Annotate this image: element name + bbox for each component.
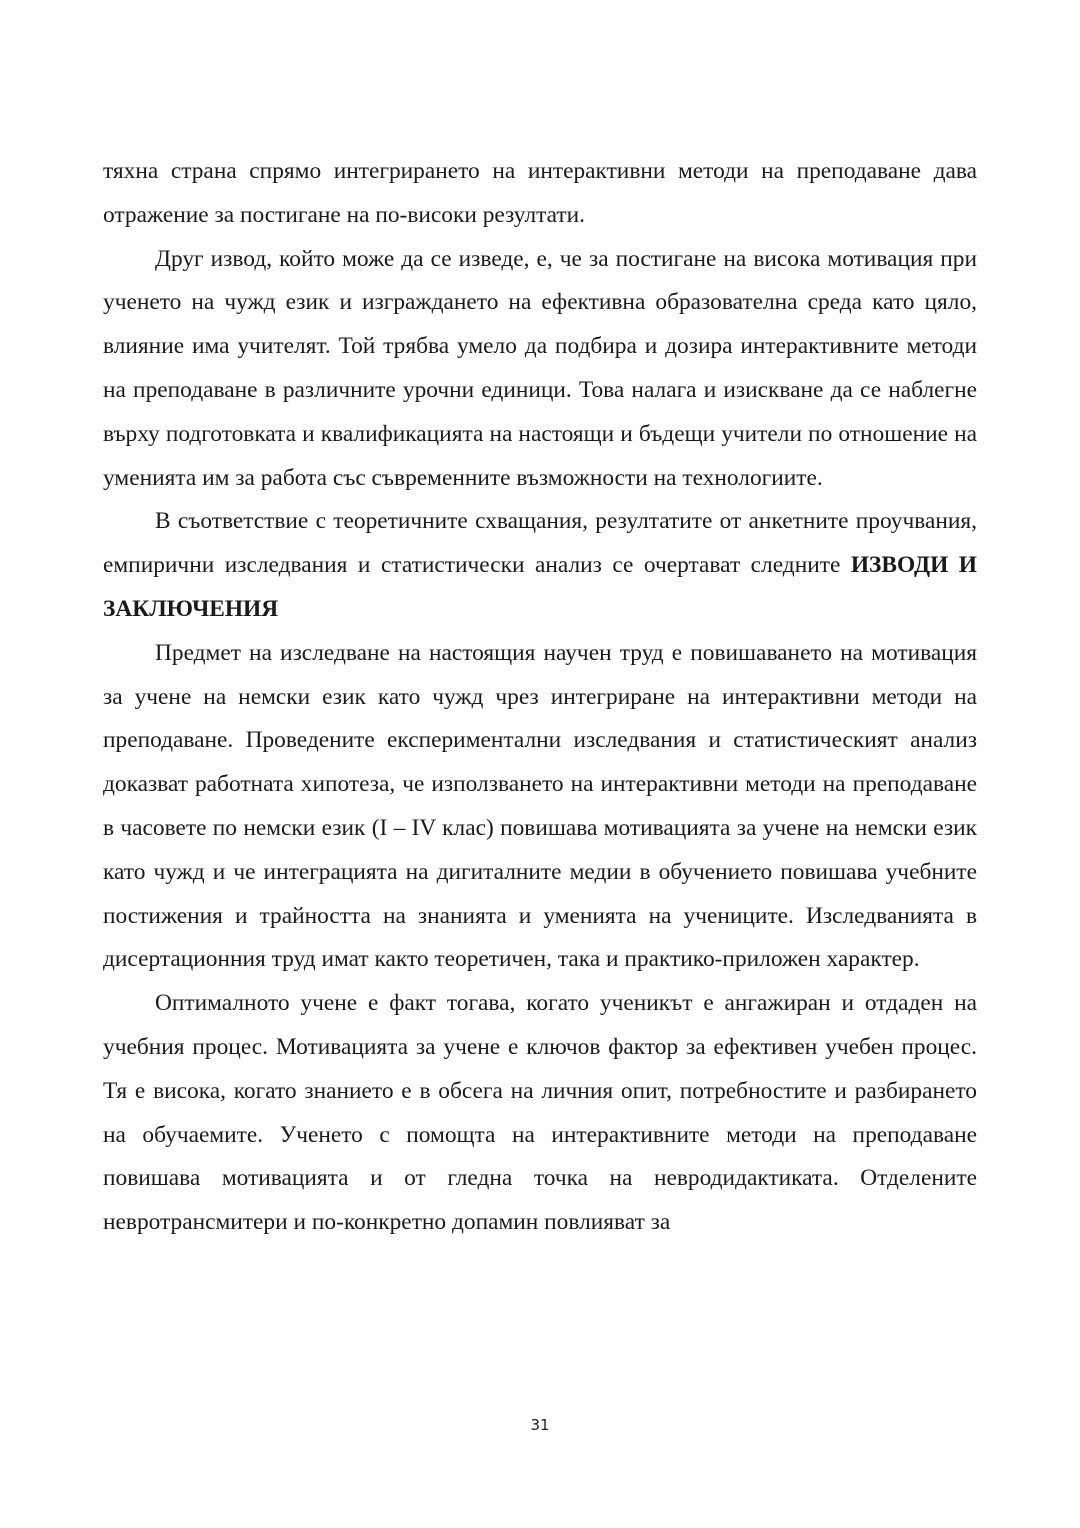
document-body <box>103 150 977 1245</box>
paragraph-teacher-role: Друг извод, който може да се изведе, е, че за постигане на висока мотивация при ученето на чужд език и изграждането на ефективна образователна среда като цяло, влияние има учителят. Той трябва умело да подбира и дозира интерактивните методи на преподаване в различните урочни единици. Това налага и изискване да се наблегне върху подготовката и квалификацията на настоящи и бъдещи учители по отношение на уменията им за работа със съвременните възможности на технологиите. <box>103 245 977 491</box>
conclusions-heading: ИЗВОДИ И ЗАКЛЮЧЕНИЯ <box>103 552 977 622</box>
paragraph-research-subject: Предмет на изследване на настоящия научен труд е повишаването на мотивация за учене на немски език като чужд чрез интегриране на интерактивни методи на преподаване. Проведените експериментални изследвания и статистическият анализ доказват работната хипотеза, че използването на интерактивни методи на преподаване в часовете по немски език (I – IV клас) повишава мотивацията за учене на немски език като чужд и че интеграцията на дигиталните медии в обучението повишава учебните постижения и трайността на знанията и уменията на учениците. Изследванията в дисертационния труд имат както теоретичен, така и практико-приложен характер. <box>103 639 977 973</box>
conclusions-intro-text: В съответствие с теоретичните схващания, резултатите от анкетните проучвания, емпирични изследвания и статистически анализ се очертават следните <box>103 508 977 579</box>
paragraph-continuation: тяхна страна спрямо интегрирането на интерактивни методи на преподаване дава отражение за постигане на по-високи резултати. <box>103 158 977 228</box>
paragraph-optimal-learning: Оптималното учене е факт тогава, когато ученикът е ангажиран и отдаден на учебния процес. Мотивацията за учене е ключов фактор за ефективен учебен процес. Тя е висока, когато знанието е в обсега на личния опит, потребностите и разбирането на обучаемите. Ученето с помощта на интерактивните методи на преподаване повишава мотивацията и от гледна точка на невродидактиката. Отделените невротрансмитери и по-конкретно допамин повлияват за <box>103 990 977 1236</box>
paragraph-conclusions-intro <box>103 500 977 631</box>
page-number: 31 <box>530 1416 550 1434</box>
